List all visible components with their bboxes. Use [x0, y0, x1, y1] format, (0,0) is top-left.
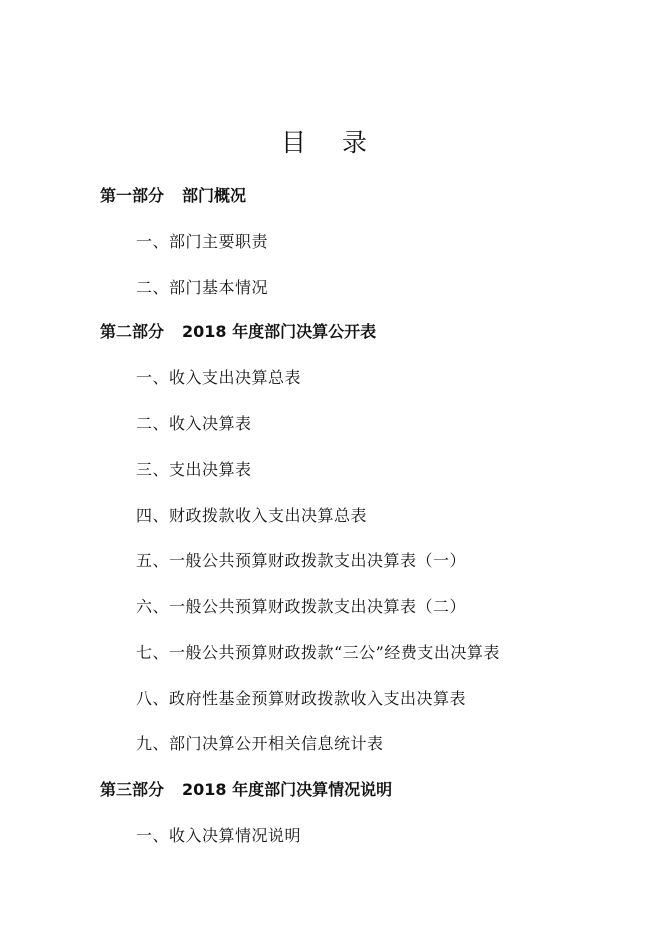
section-name: 部门概况 [182, 186, 247, 205]
toc-item[interactable]: 一、收入决算情况说明 [136, 826, 302, 845]
section-part-label: 第三部分 [100, 780, 165, 799]
toc-item[interactable]: 七、一般公共预算财政拨款“三公”经费支出决算表 [136, 643, 500, 662]
toc-item[interactable]: 五、一般公共预算财政拨款支出决算表（一） [136, 551, 467, 570]
toc-item[interactable]: 一、部门主要职责 [136, 232, 269, 251]
section-name: 2018 年度部门决算公开表 [182, 322, 377, 341]
toc-item[interactable]: 四、财政拨款收入支出决算总表 [136, 506, 368, 525]
section-heading-2 [100, 320, 376, 344]
toc-item[interactable]: 六、一般公共预算财政拨款支出决算表（二） [136, 597, 467, 616]
page-title: 目 录 [281, 128, 381, 157]
section-name: 2018 年度部门决算情况说明 [182, 780, 393, 799]
section-heading-1 [100, 184, 246, 208]
section-part-label: 第二部分 [100, 322, 165, 341]
section-heading-3 [100, 778, 392, 802]
toc-item[interactable]: 二、收入决算表 [136, 414, 252, 433]
toc-item[interactable]: 八、政府性基金预算财政拨款收入支出决算表 [136, 689, 467, 708]
toc-item[interactable]: 二、部门基本情况 [136, 278, 269, 297]
toc-item[interactable]: 三、支出决算表 [136, 460, 252, 479]
toc-item[interactable]: 九、部门决算公开相关信息统计表 [136, 734, 384, 753]
section-part-label: 第一部分 [100, 186, 165, 205]
toc-item[interactable]: 一、收入支出决算总表 [136, 368, 302, 387]
